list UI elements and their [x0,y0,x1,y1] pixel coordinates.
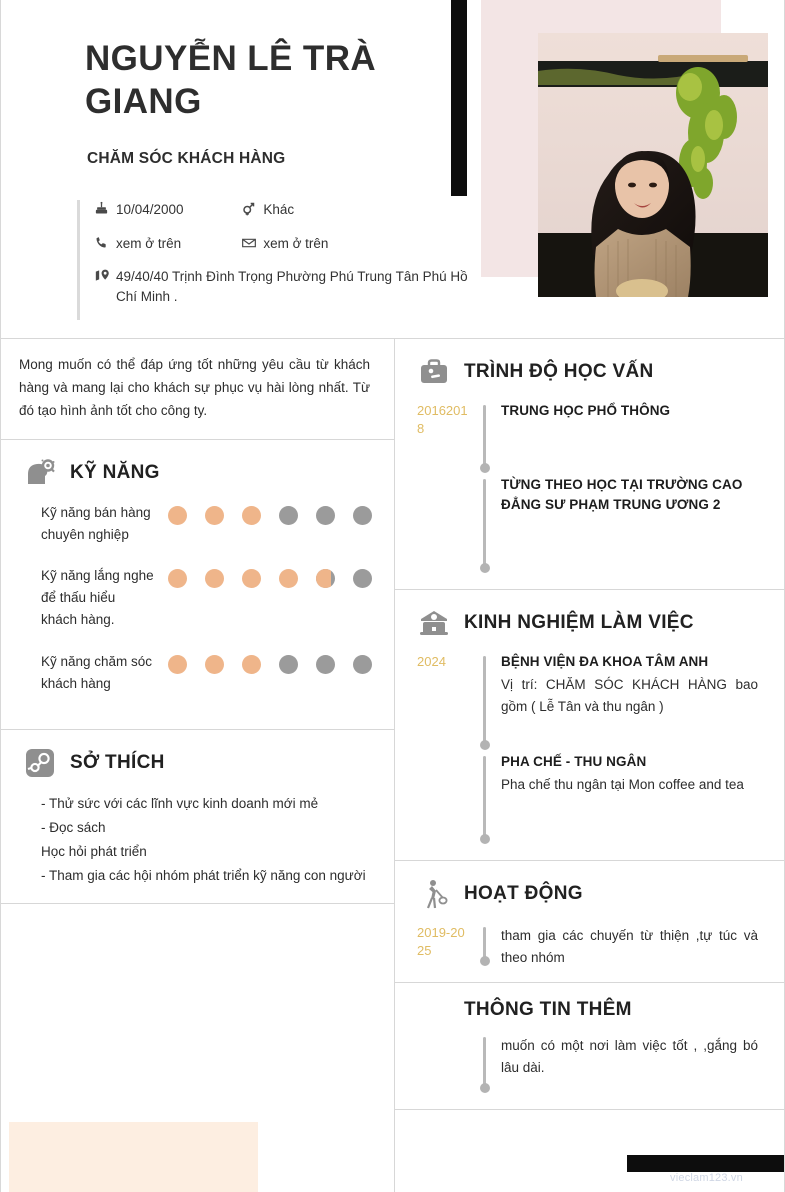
hobbies-list [23,792,372,888]
timeline-date [417,1033,471,1095]
summary-section [1,339,394,440]
timeline-body [501,652,764,752]
timeline-desc: tham gia các chuyến từ thiện ,tự túc và theo nhóm [501,928,758,965]
timeline-item [417,475,764,575]
skill-name: Kỹ năng chăm sóc khách hàng [41,653,153,691]
education-header [417,355,764,389]
timeline-item [417,752,764,846]
head-skill-icon [23,456,57,490]
skill-dot [242,506,261,525]
skill-dot [242,655,261,674]
skill-dot [316,569,335,588]
education-title: TRÌNH ĐỘ HỌC VẤN [464,361,654,382]
skill-row [41,565,372,631]
skill-row [41,502,372,546]
building-experience-icon [417,606,451,640]
contact-phone [94,234,241,254]
hobby-item: - Thử sức với các lĩnh vực kinh doanh mới mẻ [41,795,319,811]
skills-header [23,456,372,490]
timeline-item [417,923,764,968]
contact-email [241,234,477,254]
experience-section [395,590,785,861]
timeline-connector [471,1033,501,1095]
left-column [1,339,394,1192]
timeline-item [417,401,764,475]
activities-list [417,923,764,968]
additional-title: THÔNG TIN THÊM [464,999,632,1021]
timeline-body [501,401,764,475]
timeline-connector [471,752,501,846]
timeline-date [417,475,471,575]
skill-dot [242,569,261,588]
timeline-connector [471,652,501,752]
cake-icon [94,200,116,216]
skill-row [41,651,372,695]
timeline-title: PHA CHẾ - THU NGÂN [501,754,647,769]
timeline-dot [480,1083,490,1093]
timeline-body [501,475,764,575]
contact-row [94,200,477,220]
skill-dot [168,655,187,674]
timeline-connector [471,475,501,575]
peach-decor-rect [9,1122,258,1192]
skills-title: KỸ NĂNG [70,461,160,483]
skill-dot [205,506,224,525]
contact-gender [241,200,477,220]
skill-name: Kỹ năng lắng nghe để thấu hiểu khách hàng. [41,568,154,628]
timeline-title: BỆNH VIỆN ĐA KHOA TÂM ANH [501,654,709,669]
briefcase-education-icon [417,355,451,389]
activities-section [395,861,785,983]
job-title: CHĂM SÓC KHÁCH HÀNG [87,150,286,167]
timeline-dot [480,834,490,844]
contact-row [94,267,477,306]
email-icon [241,234,263,251]
skill-dot [353,569,372,588]
skill-dot [205,569,224,588]
hobby-item: - Đọc sách [41,819,106,835]
timeline-item [417,1033,764,1095]
education-section [395,339,785,590]
black-footer-bar [627,1155,785,1172]
phone-icon [94,234,116,250]
timeline-dot [480,956,490,966]
timeline-body [501,923,764,968]
timeline-dot [480,463,490,473]
timeline-body [501,1033,764,1095]
location-map-icon [94,267,116,284]
hobby-item: Học hỏi phát triển [41,844,147,860]
hobby-item: - Tham gia các hội nhóm phát triển kỹ năng con người [41,868,366,884]
hobbies-header [23,746,372,780]
skill-dot [353,655,372,674]
contact-block [77,200,477,320]
timeline-bar [483,405,486,465]
timeline-title: TRUNG HỌC PHỔ THÔNG [501,403,671,418]
cv-body [1,339,785,1192]
skill-dot [205,655,224,674]
skill-rating [168,565,372,588]
right-column [394,339,785,1192]
timeline-date: 2024 [417,654,446,669]
email-value: xem ở trên [263,235,329,251]
watermark: vieclam123.vn [670,1172,743,1184]
hobbies-title: SỞ THÍCH [70,751,165,773]
birthday-value: 10/04/2000 [116,202,184,217]
hobbies-section [1,730,394,904]
activities-header [417,877,764,911]
contact-birthday [94,200,241,220]
timeline-connector [471,401,501,475]
experience-list [417,652,764,846]
summary-text: Mong muốn có thể đáp ứng tốt những yêu cầu từ khách hàng và mang lại cho khách sự phục vụ hài lòng nhất. Từ đó tạo hình ảnh tốt cho công ty. [19,357,370,419]
gender-icon [241,200,263,216]
skill-name: Kỹ năng bán hàng chuyên nghiệp [41,504,151,542]
contact-address [94,267,477,306]
timeline-item [417,652,764,752]
timeline-desc: Pha chế thu ngân tại Mon coffee and tea [501,777,744,793]
skill-rating [168,651,372,674]
timeline-date: 2019-2025 [417,925,465,959]
person-activity-icon [417,877,451,911]
skill-dot [279,506,298,525]
address-value: 49/40/40 Trịnh Đình Trọng Phường Phú Trung Tân Phú Hồ Chí Minh . [116,269,468,304]
contact-row [94,234,477,254]
skill-dot [353,506,372,525]
skill-dot [168,506,187,525]
activities-title: HOẠT ĐỘNG [464,883,583,904]
additional-list [417,1033,764,1095]
skills-section [1,440,394,730]
timeline-body [501,752,764,846]
timeline-connector [471,923,501,968]
timeline-dot [480,740,490,750]
skills-list [23,502,372,695]
education-list [417,401,764,575]
timeline-date [417,752,471,846]
additional-section [395,983,785,1110]
timeline-bar [483,656,486,742]
skill-dot [316,655,335,674]
timeline-bar [483,479,486,565]
experience-title: KINH NGHIỆM LÀM VIỆC [464,612,694,633]
timeline-title: TỪNG THEO HỌC TẠI TRƯỜNG CAO ĐẲNG SƯ PHẠM TRUNG ƯƠNG 2 [501,477,743,513]
timeline-desc: muốn có một nơi làm việc tốt , ,gắng bó lâu dài. [501,1038,758,1075]
skill-dot [279,569,298,588]
steam-hobby-icon [23,746,57,780]
cv-header [1,0,785,338]
experience-header [417,606,764,640]
gender-value: Khác [263,202,295,217]
skill-dot [168,569,187,588]
page-title: NGUYỄN LÊ TRÀ GIANG [85,39,377,121]
timeline-bar [483,927,486,958]
timeline-dot [480,563,490,573]
skill-dot [316,506,335,525]
timeline-bar [483,756,486,836]
additional-header [417,999,764,1021]
timeline-bar [483,1037,486,1085]
skill-rating [168,502,372,525]
timeline-date: 20162018 [417,403,468,437]
timeline-desc: Vị trí: CHĂM SÓC KHÁCH HÀNG bao gồm ( Lễ Tân và thu ngân ) [501,677,758,714]
phone-value: xem ở trên [116,235,182,251]
skill-dot [279,655,298,674]
